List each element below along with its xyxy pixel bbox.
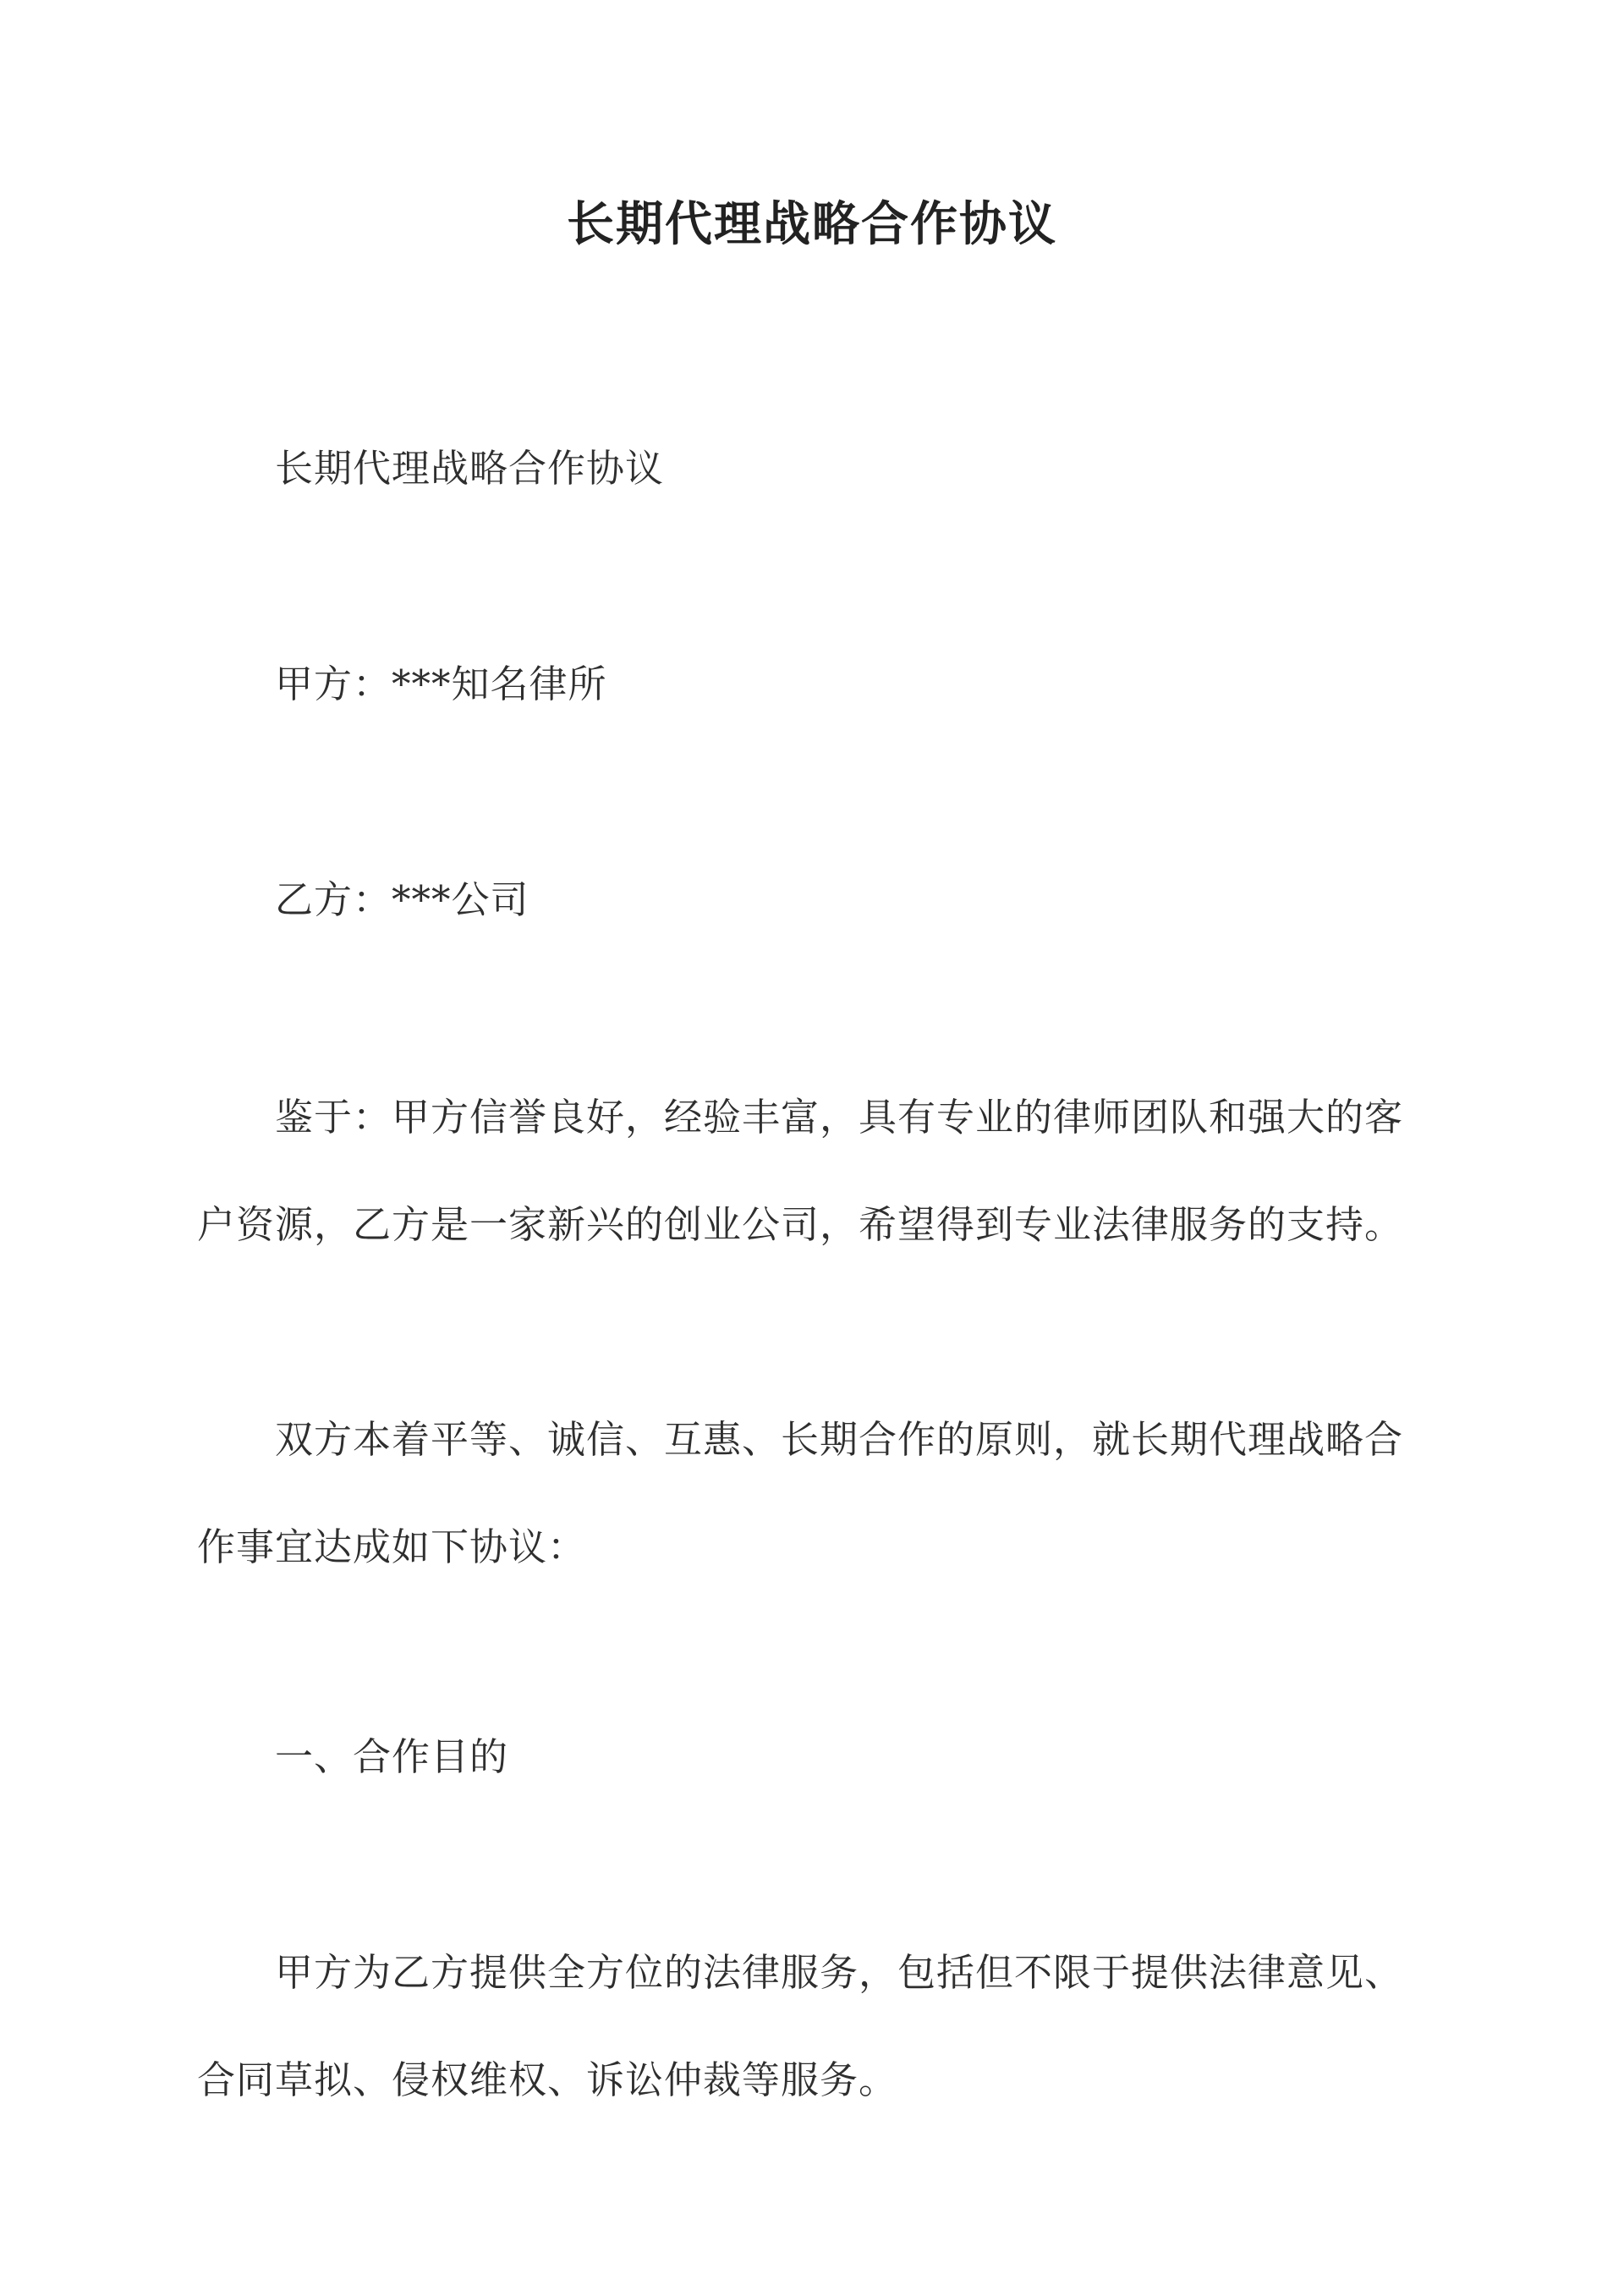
- party-a-line: 甲方：***知名律所: [275, 662, 607, 706]
- agreement-heading-line: 长期代理战略合作协议: [275, 446, 665, 491]
- whereas-paragraph: 鉴于：甲方信誉良好，经验丰富，具有专业的律师团队和强大的客户资源，乙方是一家新兴的创业公司，希望得到专业法律服务的支持。: [197, 1095, 1404, 1247]
- services-paragraph: 甲方为乙方提供全方位的法律服务，包括但不限于提供法律意见、合同草拟、侵权维权、诉讼仲裁等服务。: [197, 1950, 1404, 2102]
- section-heading-cooperation-purpose: 一、合作目的: [275, 1734, 509, 1779]
- principles-paragraph: 双方本着平等、诚信、互惠、长期合作的原则，就长期代理战略合作事宜达成如下协议：: [197, 1417, 1404, 1569]
- party-b-line: 乙方：***公司: [275, 877, 529, 922]
- document-title: 长期代理战略合作协议: [567, 196, 1057, 252]
